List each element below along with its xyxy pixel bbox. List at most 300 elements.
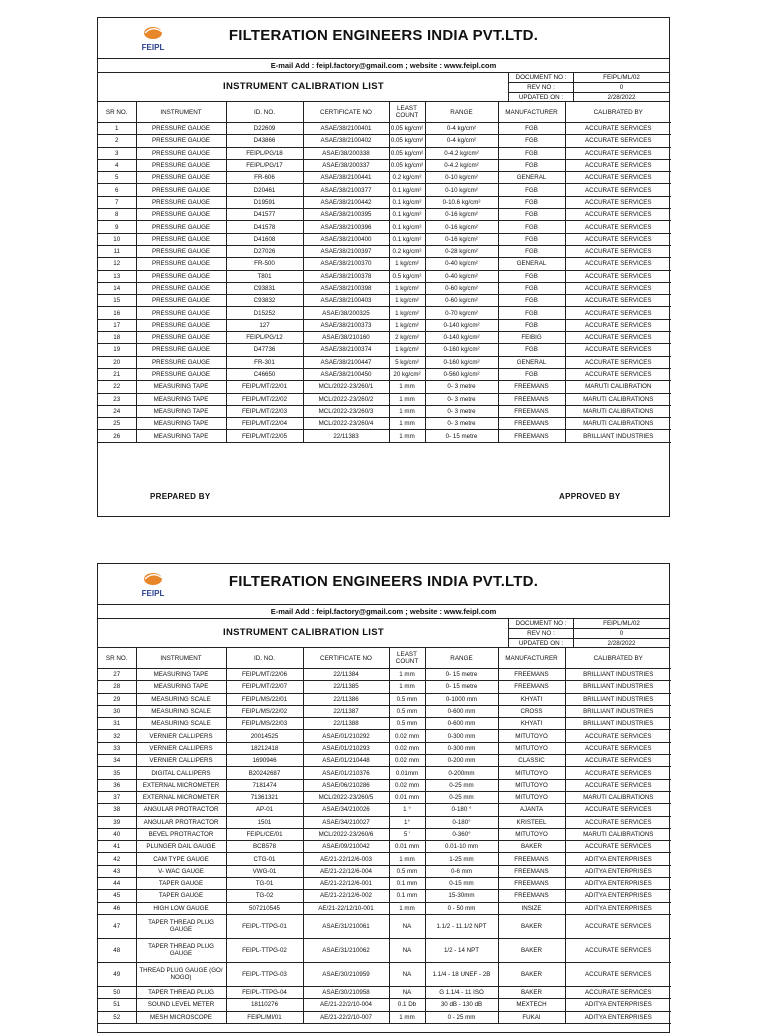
- table-cell: BAKER: [498, 962, 565, 986]
- table-cell: FREEMANS: [498, 430, 565, 442]
- table-cell: 0-300 mm: [425, 742, 498, 754]
- table-cell: 0-600 mm: [425, 705, 498, 717]
- table-cell: NA: [389, 914, 425, 938]
- table-cell: PRESSURE GAUGE: [136, 270, 226, 282]
- table-cell: B20242687: [226, 767, 303, 779]
- table-row: [98, 172, 671, 184]
- table-row: [98, 356, 671, 368]
- table-cell: 13: [98, 270, 136, 282]
- table-cell: 0- 3 metre: [425, 418, 498, 430]
- document-meta: [508, 73, 669, 102]
- table-cell: FEIPL/MI/01: [226, 1011, 303, 1023]
- table-cell: 0-10.6 kg/cm²: [425, 196, 498, 208]
- table-cell: 0-4.2 kg/cm²: [425, 159, 498, 171]
- table-cell: PRESSURE GAUGE: [136, 319, 226, 331]
- table-cell: 5 ': [389, 828, 425, 840]
- table-cell: FGB: [498, 295, 565, 307]
- table-row: [98, 705, 671, 717]
- table-cell: MITUTOYO: [498, 767, 565, 779]
- table-cell: ASAE/01/210292: [303, 730, 389, 742]
- table-cell: 1 mm: [389, 405, 425, 417]
- table-row: [98, 270, 671, 282]
- table-cell: ACCURATE SERVICES: [565, 159, 671, 171]
- meta-value: FEIPL/ML/02: [603, 620, 640, 627]
- table-cell: FEIPL/MT/22/03: [226, 405, 303, 417]
- table-cell: ADITYA ENTERPRISES: [565, 890, 671, 902]
- table-cell: BRILLIANT INDUSTRIES: [565, 669, 671, 681]
- table-row: [98, 307, 671, 319]
- table-cell: 1 mm: [389, 902, 425, 914]
- table-cell: ASAE/38/2100442: [303, 196, 389, 208]
- table-cell: ASAE/38/2100370: [303, 258, 389, 270]
- table-cell: 0.02 mm: [389, 742, 425, 754]
- table-cell: 2 kg/cm²: [389, 332, 425, 344]
- table-cell: PRESSURE GAUGE: [136, 184, 226, 196]
- table-row: [98, 853, 671, 865]
- table-cell: 0.02 mm: [389, 755, 425, 767]
- table-cell: ACCURATE SERVICES: [565, 779, 671, 791]
- table-body: [98, 123, 671, 443]
- table-cell: ASAE/38/2100396: [303, 221, 389, 233]
- table-cell: MCL/2022-23/260/6: [303, 828, 389, 840]
- table-cell: AE/21-22/12/10-001: [303, 902, 389, 914]
- table-cell: 22/11386: [303, 693, 389, 705]
- table-cell: D47736: [226, 344, 303, 356]
- table-cell: 0-200mm: [425, 767, 498, 779]
- table-cell: ASAE/01/210448: [303, 755, 389, 767]
- table-row: [98, 791, 671, 803]
- table-cell: 27: [98, 669, 136, 681]
- table-cell: FGB: [498, 196, 565, 208]
- table-cell: THREAD PLUG GAUGE (GO/ NOGO): [136, 962, 226, 986]
- table-cell: 0-60 kg/cm²: [425, 282, 498, 294]
- table-cell: TAPER THREAD PLUG GAUGE: [136, 938, 226, 962]
- table-row: [98, 878, 671, 890]
- meta-label: DOCUMENT NO :: [509, 619, 574, 628]
- header-row: [98, 18, 669, 59]
- table-cell: PRESSURE GAUGE: [136, 258, 226, 270]
- table-cell: 6: [98, 184, 136, 196]
- table-row: [98, 962, 671, 986]
- table-cell: ACCURATE SERVICES: [565, 319, 671, 331]
- table-cell: D22609: [226, 123, 303, 135]
- column-header: INSTRUMENT: [136, 648, 226, 669]
- table-cell: 0-25 mm: [425, 791, 498, 803]
- table-cell: 1 mm: [389, 853, 425, 865]
- table-row: [98, 669, 671, 681]
- table-cell: FREEMANS: [498, 890, 565, 902]
- document-block: [98, 73, 669, 102]
- table-cell: MARUTI CALIBRATIONS: [565, 828, 671, 840]
- table-row: [98, 816, 671, 828]
- table-cell: AE/21-22/12/6-002: [303, 890, 389, 902]
- table-cell: FGB: [498, 270, 565, 282]
- table-row: [98, 233, 671, 245]
- column-header: MANUFACTURER: [498, 648, 565, 669]
- table-row: [98, 430, 671, 442]
- table-row: [98, 184, 671, 196]
- table-cell: 1.1/2 - 11.1/2 NPT: [425, 914, 498, 938]
- table-cell: 39: [98, 816, 136, 828]
- table-cell: FGB: [498, 123, 565, 135]
- table-cell: FGB: [498, 319, 565, 331]
- table-cell: 32: [98, 730, 136, 742]
- meta-value: 0: [619, 630, 624, 637]
- table-cell: 5 kg/cm²: [389, 356, 425, 368]
- table-cell: ASAE/38/2100395: [303, 209, 389, 221]
- table-cell: PRESSURE GAUGE: [136, 332, 226, 344]
- table-cell: BRILLIANT INDUSTRIES: [565, 693, 671, 705]
- table-cell: BRILLIANT INDUSTRIES: [565, 718, 671, 730]
- meta-row: [509, 628, 669, 638]
- table-cell: ASAE/38/210160: [303, 332, 389, 344]
- column-header: CALIBRATED BY: [565, 102, 671, 123]
- table-row: [98, 999, 671, 1011]
- table-row: [98, 742, 671, 754]
- table-row: [98, 804, 671, 816]
- table-row: [98, 258, 671, 270]
- table-cell: PRESSURE GAUGE: [136, 282, 226, 294]
- table-cell: 0-560 kg/cm²: [425, 368, 498, 380]
- table-cell: FEIPL-TTPG-02: [226, 938, 303, 962]
- table-cell: HIGH LOW GAUGE: [136, 902, 226, 914]
- table-cell: ASAE/38/2100377: [303, 184, 389, 196]
- table-cell: ADITYA ENTERPRISES: [565, 865, 671, 877]
- table-cell: 22: [98, 381, 136, 393]
- table-cell: ACCURATE SERVICES: [565, 914, 671, 938]
- table-cell: FREEMANS: [498, 878, 565, 890]
- table-cell: 0 - 25 mm: [425, 1011, 498, 1023]
- table-row: [98, 368, 671, 380]
- table-cell: 0-60 kg/cm²: [425, 295, 498, 307]
- table-cell: PRESSURE GAUGE: [136, 368, 226, 380]
- table-cell: 0- 3 metre: [425, 381, 498, 393]
- table-cell: ASAE/38/2100441: [303, 172, 389, 184]
- table-cell: AJANTA: [498, 804, 565, 816]
- table-cell: 0-6 mm: [425, 865, 498, 877]
- table-cell: 1 kg/cm²: [389, 307, 425, 319]
- table-cell: FEIPL-TTPG-03: [226, 962, 303, 986]
- table-cell: 29: [98, 693, 136, 705]
- table-cell: FEIBIG: [498, 332, 565, 344]
- table-cell: NA: [389, 962, 425, 986]
- table-cell: 0-180 °: [425, 804, 498, 816]
- table-cell: 52: [98, 1011, 136, 1023]
- table-cell: FEIPL/MT/22/07: [226, 681, 303, 693]
- table-cell: 0.1 kg/cm²: [389, 209, 425, 221]
- table-cell: 0.1 kg/cm²: [389, 196, 425, 208]
- table-cell: 127: [226, 319, 303, 331]
- table-cell: 20 kg/cm²: [389, 368, 425, 380]
- table-cell: MCL/2022-23/260/2: [303, 393, 389, 405]
- table-cell: D27026: [226, 245, 303, 257]
- table-cell: ASAE/06/210286: [303, 779, 389, 791]
- table-cell: FR-301: [226, 356, 303, 368]
- document-title: INSTRUMENT CALIBRATION LIST: [223, 81, 384, 92]
- table-cell: MITUTOYO: [498, 730, 565, 742]
- table-cell: 3: [98, 147, 136, 159]
- table-cell: 0-10 kg/cm²: [425, 184, 498, 196]
- table-cell: 21: [98, 368, 136, 380]
- table-row: [98, 344, 671, 356]
- table-cell: 0-1000 mm: [425, 693, 498, 705]
- table-cell: BRILLIANT INDUSTRIES: [565, 705, 671, 717]
- table-cell: ACCURATE SERVICES: [565, 147, 671, 159]
- table-cell: ASAE/30/210959: [303, 962, 389, 986]
- table-cell: ASAE/38/200337: [303, 159, 389, 171]
- table-cell: FREEMANS: [498, 405, 565, 417]
- table-cell: ASAE/38/2100400: [303, 233, 389, 245]
- table-cell: 0-160 kg/cm²: [425, 356, 498, 368]
- table-row: [98, 902, 671, 914]
- table-cell: 507210545: [226, 902, 303, 914]
- meta-row: [509, 82, 669, 92]
- table-cell: 0-4.2 kg/cm²: [425, 147, 498, 159]
- table-cell: FREEMANS: [498, 681, 565, 693]
- table-row: [98, 393, 671, 405]
- table-cell: PRESSURE GAUGE: [136, 307, 226, 319]
- table-cell: FREEMANS: [498, 669, 565, 681]
- table-cell: 0-40 kg/cm²: [425, 258, 498, 270]
- table-cell: 7181474: [226, 779, 303, 791]
- company-name: FILTERATION ENGINEERS INDIA PVT.LTD.: [228, 27, 539, 44]
- table-cell: 18110276: [226, 999, 303, 1011]
- table-cell: ASAE/01/210376: [303, 767, 389, 779]
- table-cell: 0.1 mm: [389, 878, 425, 890]
- table-cell: 0-16 kg/cm²: [425, 233, 498, 245]
- table-cell: ASAE/09/210042: [303, 841, 389, 853]
- table-cell: PLUNGER DAIL GAUGE: [136, 841, 226, 853]
- table-cell: AE/21-22/12/6-001: [303, 878, 389, 890]
- table-row: [98, 718, 671, 730]
- table-row: [98, 418, 671, 430]
- table-cell: MARUTI CALIBRATIONS: [565, 418, 671, 430]
- table-cell: 5: [98, 172, 136, 184]
- table-cell: 0.1 kg/cm²: [389, 221, 425, 233]
- table-cell: V- WAC GAUGE: [136, 865, 226, 877]
- document-block: [98, 619, 669, 648]
- table-cell: PRESSURE GAUGE: [136, 172, 226, 184]
- table-cell: 31: [98, 718, 136, 730]
- table-cell: 0.05 kg/cm²: [389, 147, 425, 159]
- table-cell: ADITYA ENTERPRISES: [565, 878, 671, 890]
- table-cell: C93832: [226, 295, 303, 307]
- table-cell: ACCURATE SERVICES: [565, 986, 671, 998]
- table-cell: 7: [98, 196, 136, 208]
- table-cell: 1/2 - 14 NPT: [425, 938, 498, 962]
- table-cell: TAPER GAUGE: [136, 890, 226, 902]
- table-cell: 1 kg/cm²: [389, 295, 425, 307]
- table-cell: 0.02 mm: [389, 779, 425, 791]
- table-cell: TG-02: [226, 890, 303, 902]
- table-cell: FEIPL/MS/22/02: [226, 705, 303, 717]
- table-cell: AE/21-22/12/6-003: [303, 853, 389, 865]
- table-cell: 15: [98, 295, 136, 307]
- table-cell: 23: [98, 393, 136, 405]
- table-cell: C46650: [226, 368, 303, 380]
- table-cell: 0-25 mm: [425, 779, 498, 791]
- table-cell: FGB: [498, 147, 565, 159]
- table-cell: BAKER: [498, 914, 565, 938]
- document-meta: [508, 619, 669, 648]
- table-cell: EXTERNAL MICROMETER: [136, 779, 226, 791]
- table-cell: FGB: [498, 344, 565, 356]
- table-cell: 1-25 mm: [425, 853, 498, 865]
- table-cell: 1 mm: [389, 418, 425, 430]
- table-cell: 0-160 kg/cm²: [425, 344, 498, 356]
- table-row: [98, 381, 671, 393]
- table-cell: D20461: [226, 184, 303, 196]
- table-cell: 0- 15 metre: [425, 669, 498, 681]
- instrument-table: [98, 648, 671, 1024]
- table-cell: 22/11387: [303, 705, 389, 717]
- table-cell: ACCURATE SERVICES: [565, 209, 671, 221]
- table-cell: 0- 15 metre: [425, 681, 498, 693]
- table-cell: D15252: [226, 307, 303, 319]
- table-cell: KRISTEEL: [498, 816, 565, 828]
- table-row: [98, 681, 671, 693]
- table-header-row: [98, 648, 671, 669]
- table-cell: C93831: [226, 282, 303, 294]
- table-cell: 0-180°: [425, 816, 498, 828]
- table-cell: 30 dB - 130 dB: [425, 999, 498, 1011]
- table-cell: 42: [98, 853, 136, 865]
- table-row: [98, 159, 671, 171]
- table-cell: MCL/2022-23/260/5: [303, 791, 389, 803]
- table-cell: 0-360°: [425, 828, 498, 840]
- table-cell: 14: [98, 282, 136, 294]
- table-cell: MCL/2022-23/260/4: [303, 418, 389, 430]
- table-cell: AE/21-22/12/6-004: [303, 865, 389, 877]
- table-cell: MARUTI CALIBRATIONS: [565, 393, 671, 405]
- table-cell: 1 kg/cm²: [389, 282, 425, 294]
- table-cell: 0 - 50 mm: [425, 902, 498, 914]
- table-cell: 22/11384: [303, 669, 389, 681]
- table-row: [98, 147, 671, 159]
- table-cell: 16: [98, 307, 136, 319]
- table-cell: FGB: [498, 135, 565, 147]
- table-cell: AE/21-22/2/10-007: [303, 1011, 389, 1023]
- contact-line: E-mail Add : feipl.factory@gmail.com ; website : www.feipl.com: [98, 605, 669, 619]
- table-cell: 0.5 mm: [389, 865, 425, 877]
- table-cell: 0.5 mm: [389, 693, 425, 705]
- table-cell: FEIPL/MT/22/01: [226, 381, 303, 393]
- table-cell: FEIPL/MT/22/06: [226, 669, 303, 681]
- table-cell: VERNIER CALLIPERS: [136, 755, 226, 767]
- table-cell: MEASURING TAPE: [136, 430, 226, 442]
- table-cell: PRESSURE GAUGE: [136, 221, 226, 233]
- table-cell: 0-15 mm: [425, 878, 498, 890]
- table-cell: 0-70 kg/cm²: [425, 307, 498, 319]
- table-row: [98, 828, 671, 840]
- table-cell: FEIPL-TTPG-04: [226, 986, 303, 998]
- table-cell: ASAE/34/210027: [303, 816, 389, 828]
- table-cell: 30: [98, 705, 136, 717]
- table-cell: ACCURATE SERVICES: [565, 755, 671, 767]
- table-cell: ACCURATE SERVICES: [565, 344, 671, 356]
- table-cell: 1 mm: [389, 681, 425, 693]
- table-cell: 0- 3 metre: [425, 405, 498, 417]
- table-cell: ASAE/38/2100402: [303, 135, 389, 147]
- table-cell: GENERAL: [498, 172, 565, 184]
- table-cell: FEIPL/PG/18: [226, 147, 303, 159]
- table-cell: 8: [98, 209, 136, 221]
- table-cell: ASAE/31/210061: [303, 914, 389, 938]
- column-header: INSTRUMENT: [136, 102, 226, 123]
- table-cell: BAKER: [498, 938, 565, 962]
- table-cell: PRESSURE GAUGE: [136, 356, 226, 368]
- table-cell: D41577: [226, 209, 303, 221]
- table-cell: FREEMANS: [498, 853, 565, 865]
- table-row: [98, 730, 671, 742]
- table-cell: MARUTI CALIBRATIONS: [565, 405, 671, 417]
- table-cell: 1690946: [226, 755, 303, 767]
- table-cell: 71361321: [226, 791, 303, 803]
- table-cell: 0-140 kg/cm²: [425, 319, 498, 331]
- table-cell: 0.5 mm: [389, 705, 425, 717]
- table-cell: AE/21-22/2/10-004: [303, 999, 389, 1011]
- table-cell: 1 kg/cm²: [389, 258, 425, 270]
- table-cell: CAM TYPE GAUGE: [136, 853, 226, 865]
- table-cell: TAPER THREAD PLUG GAUGE: [136, 914, 226, 938]
- table-cell: ASAE/30/210958: [303, 986, 389, 998]
- table-cell: 50: [98, 986, 136, 998]
- table-cell: DIGITAL CALLIPERS: [136, 767, 226, 779]
- table-cell: 1 mm: [389, 381, 425, 393]
- column-header: SR NO.: [98, 102, 136, 123]
- table-cell: 1 mm: [389, 430, 425, 442]
- table-row: [98, 1011, 671, 1023]
- table-cell: MESH MICROSCOPE: [136, 1011, 226, 1023]
- table-row: [98, 405, 671, 417]
- table-cell: MEASURING TAPE: [136, 405, 226, 417]
- table-cell: ACCURATE SERVICES: [565, 258, 671, 270]
- table-cell: 48: [98, 938, 136, 962]
- meta-label: UPDATED ON :: [509, 93, 574, 102]
- table-cell: 0-200 mm: [425, 755, 498, 767]
- column-header: ID. NO.: [226, 102, 303, 123]
- column-header: LEAST COUNT: [389, 102, 425, 123]
- table-cell: MEASURING TAPE: [136, 681, 226, 693]
- logo-text: FEIPL: [141, 589, 165, 598]
- table-cell: NA: [389, 938, 425, 962]
- table-cell: ACCURATE SERVICES: [565, 135, 671, 147]
- table-cell: 0.05 kg/cm²: [389, 159, 425, 171]
- table-cell: 35: [98, 767, 136, 779]
- table-cell: ASAE/38/2100397: [303, 245, 389, 257]
- table-cell: 0-40 kg/cm²: [425, 270, 498, 282]
- table-cell: 22/11383: [303, 430, 389, 442]
- meta-row: [509, 619, 669, 628]
- table-cell: 46: [98, 902, 136, 914]
- table-cell: AP-01: [226, 804, 303, 816]
- table-cell: 0.1 kg/cm²: [389, 233, 425, 245]
- column-header: RANGE: [425, 648, 498, 669]
- table-cell: ASAE/38/2100447: [303, 356, 389, 368]
- table-cell: 1: [98, 123, 136, 135]
- company-name: FILTERATION ENGINEERS INDIA PVT.LTD.: [228, 573, 539, 590]
- table-cell: 0.02 mm: [389, 730, 425, 742]
- table-cell: 1 mm: [389, 393, 425, 405]
- table-cell: ADITYA ENTERPRISES: [565, 999, 671, 1011]
- table-cell: ACCURATE SERVICES: [565, 123, 671, 135]
- table-cell: BAKER: [498, 986, 565, 998]
- table-cell: 20: [98, 356, 136, 368]
- meta-value: FEIPL/ML/02: [603, 74, 640, 81]
- meta-label: REV NO :: [509, 629, 574, 638]
- table-cell: PRESSURE GAUGE: [136, 209, 226, 221]
- table-cell: PRESSURE GAUGE: [136, 245, 226, 257]
